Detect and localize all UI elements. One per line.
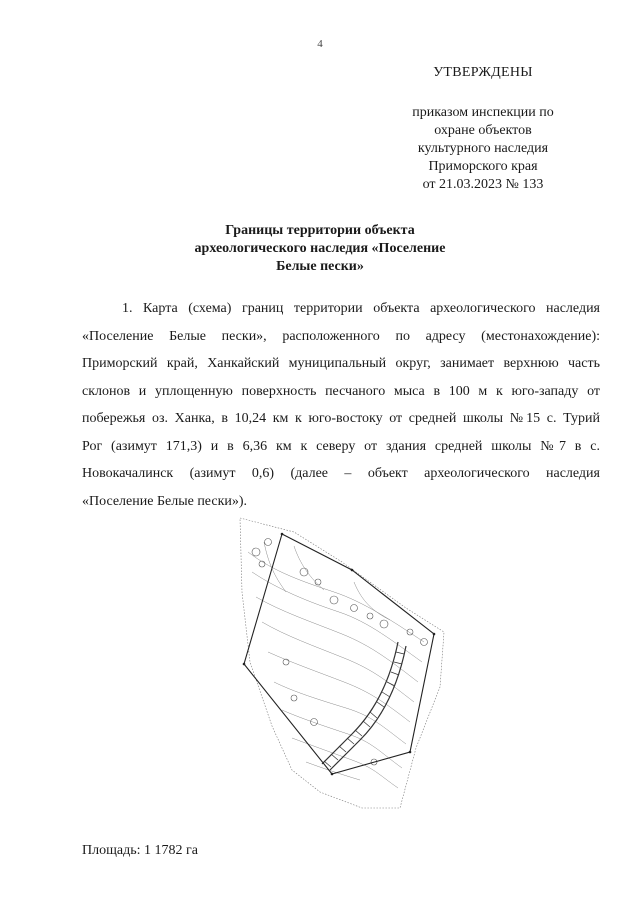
contour-lines [248,542,424,788]
paragraph-line: побережья оз. Ханка, в 10,24 км к юго-востоку от средней школы №15 с. Турий [82,411,600,426]
title-line: археологического наследия «Поселение [194,241,446,256]
page-number: 4 [317,38,323,50]
approval-line: Приморского края [428,159,538,174]
approval-line: от 21.03.2023 № 133 [422,177,544,192]
approval-block [388,64,578,194]
paragraph-line: «Поселение Белые пески», расположенного по адресу (местонахождение): [82,328,600,344]
title-line: Белые пески» [276,259,364,274]
paragraph-line: Рог (азимут 171,3) и в 6,36 км к северу от здания средней школы №7 в с. [82,438,600,454]
approval-stamp: УТВЕРЖДЕНЫ [433,65,533,80]
terrain-outline [240,518,444,808]
paragraph-line: «Поселение Белые пески»). [82,493,248,509]
paragraph-line: 1. Карта (схема) границ территории объекта археологического наследия [122,301,600,316]
document-title [150,222,490,276]
ridge-hatching [322,642,406,770]
approval-line: приказом инспекции по [412,105,554,120]
area-value: Площадь: 1 1782 га [82,843,198,858]
body-paragraph [82,295,600,515]
territory-map [234,512,450,812]
paragraph-line: склонов и уплощенную поверхность песчаного мыса в 100 м к юго-западу от [82,383,600,399]
approval-line: охране объектов [434,123,532,138]
approval-line: культурного наследия [417,141,549,156]
paragraph-line: Новокачалинск (азимут 0,6) (далее – объект археологического наследия [82,466,600,481]
title-line: Границы территории объекта [225,223,415,238]
paragraph-line: Приморский край, Ханкайский муниципальный округ, занимает верхнюю часть [82,356,600,371]
